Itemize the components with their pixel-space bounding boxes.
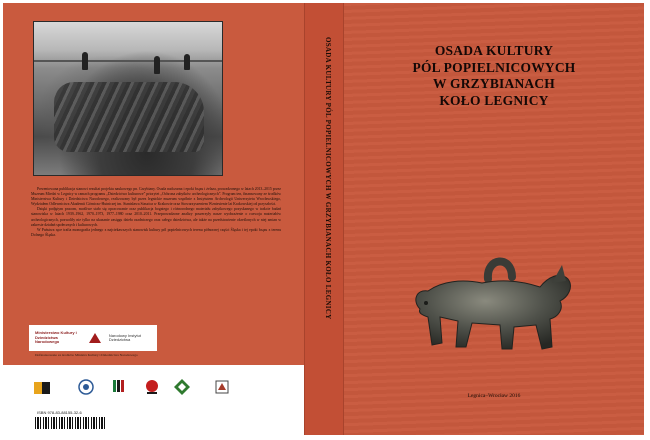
excavation-photo <box>33 21 223 176</box>
photo-horizon <box>34 60 222 62</box>
worker-figure <box>184 54 190 70</box>
title-line: W GRZYBIANACH <box>433 76 555 91</box>
sponsor-caption: Dofinansowano ze środków Ministra Kultury i Dziedzictwa Narodowego <box>35 353 138 357</box>
blurb-paragraph: Prezentowana publikacja stanowi rezultat projektu naukowego pn. Grzybiany. Osada nadczarna i epoki brązu i żelaza, prowadzonego w latach 2013–2015 przez Muzeum Miedzi w Legnicy w ramach programu „Dziedzictwo kulturowe” priorytet „Ochrona zabytków archeologicznych”. Program ten, finansowany ze środków Ministerstwa Kultury i Dziedzictwa Narodowego, realizowany był przez legnickie muzeum wspólnie z Instytutem Archeologii Uniwersytetu Wrocławskiego, Wydziałem Odlewnictwa Akademii Górniczo-Hutniczej im. Stanisława Staszica w Krakowie oraz Stowarzyszeniem Wzniesienie lat Krakowskiej od przyszłości. <box>31 187 281 207</box>
spine-title: OSADA KULTURY PÓL POPIELNICOWYCH W GRZYBIANACH KOŁO LEGNICY <box>324 37 332 320</box>
blurb-paragraph: W Państwa ręce trafia monografia jednego z najciekawszych stanowisk kultury pól popielnicowych terenu północnej części Śląska i tej epoki brązu z terenu Dolnego Śląska. <box>31 227 281 237</box>
muzeum-miedzi-logo <box>33 377 51 397</box>
society-logo <box>213 377 231 397</box>
title-line: KOŁO LEGNICY <box>439 92 549 108</box>
nid-triangle-logo <box>89 333 101 343</box>
isbn-text: ISBN 978-83-88155-32-6 <box>37 410 82 415</box>
title-line: OSADA KULTURY <box>434 43 554 58</box>
barcode <box>35 417 105 429</box>
book-cover-spread <box>3 3 644 435</box>
imprint: Legnica–Wrocław 2016 <box>467 393 521 399</box>
sponsor-logo-box <box>29 325 157 351</box>
back-cover <box>3 3 304 435</box>
university-wroclaw-logo <box>71 377 101 397</box>
red-emblem-logo <box>143 377 161 397</box>
excavation-pit <box>54 82 204 152</box>
partner-strip <box>3 365 304 435</box>
book-title <box>344 43 644 109</box>
worker-figure <box>154 56 160 74</box>
blurb-paragraph: Dzięki podjętym pracom, możliwe stało się opracowanie oraz publikacja bogatego i różnorodnego materiału zabytkowego pozyskanego w trakcie badań stanowiska w latach 1939–1962, 1970–1973, 1977–1980 oraz 2010–2011. Przeprowadzone analizy poszerzyły nasze wyobrażenie o rozwoju materiałów archeologicznych, pozwoliły nie tylko na ukazanie zasięgu dzieła osadniczego oraz całego dziedzictwa, ale także na przedstawienie określonych w niej zmian w zakresie działań społecznych i kulturowych. <box>31 207 281 227</box>
front-cover <box>344 3 644 435</box>
back-blurb <box>31 187 281 238</box>
clay-animal-figurine <box>402 243 582 363</box>
ministry-logo: Ministerstwo Kultury i Dziedzictwa Narodowego <box>35 330 77 345</box>
nid-logo-text: Narodowy Instytut Dziedzictwa <box>108 332 141 342</box>
agh-logo <box>111 377 129 397</box>
worker-figure <box>82 52 88 70</box>
green-emblem-logo <box>173 377 191 397</box>
spine <box>304 3 344 435</box>
title-line: PÓL POPIELNICOWYCH <box>412 59 576 75</box>
